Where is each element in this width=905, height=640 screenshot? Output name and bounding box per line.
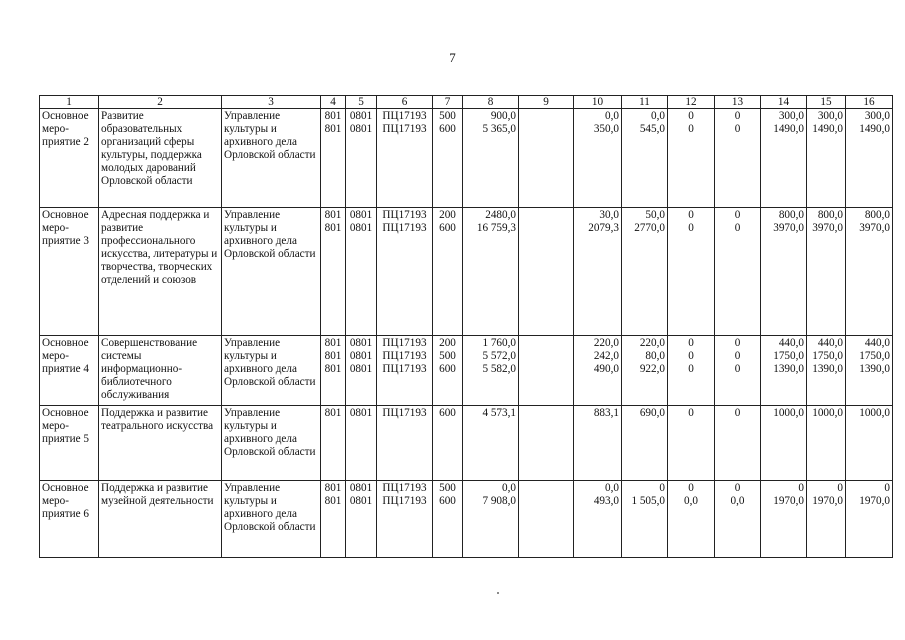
table-cell-col-10 bbox=[574, 336, 622, 406]
cell-value: 0,0 bbox=[730, 495, 745, 507]
cell-value: 200 bbox=[439, 209, 456, 221]
cell-value: 1390,0 bbox=[773, 363, 804, 375]
table-cell-col-11 bbox=[622, 481, 668, 558]
cell-value: 0 bbox=[688, 350, 694, 362]
table-cell-col-14 bbox=[761, 336, 807, 406]
cell-value: 0,0 bbox=[502, 482, 516, 494]
header-cell: 2 bbox=[99, 96, 222, 109]
header-cell: 13 bbox=[715, 96, 761, 109]
cell-value: 0 bbox=[734, 222, 741, 234]
cell-value: 2079,3 bbox=[588, 222, 619, 234]
table-cell-col-2: Поддержка и развитие театрального искусства bbox=[99, 406, 222, 481]
cell-value: 1 505,0 bbox=[631, 495, 665, 507]
table-cell-col-6 bbox=[377, 481, 433, 558]
cell-value: 690,0 bbox=[639, 407, 665, 419]
cell-value: 3970,0 bbox=[773, 222, 804, 234]
table-cell-col-4 bbox=[321, 336, 346, 406]
header-cell: 16 bbox=[846, 96, 893, 109]
table-cell-col-14 bbox=[761, 481, 807, 558]
cell-value: 801 bbox=[324, 495, 342, 507]
cell-value: 500 bbox=[439, 482, 456, 494]
table-cell-col-6 bbox=[377, 109, 433, 208]
table-cell-col-15 bbox=[807, 109, 846, 208]
cell-value: 80,0 bbox=[645, 350, 665, 362]
cell-value: 490,0 bbox=[593, 363, 619, 375]
cell-value: 0 bbox=[734, 350, 741, 362]
cell-value: 600 bbox=[439, 123, 456, 135]
cell-value: ПЦ17193 bbox=[382, 222, 427, 234]
table-cell-col-3: Управление культуры и архивного дела Орловской области bbox=[222, 336, 321, 406]
table-cell-col-7 bbox=[433, 109, 463, 208]
table-cell-col-6 bbox=[377, 406, 433, 481]
cell-value: 1390,0 bbox=[812, 363, 843, 375]
page-number: 7 bbox=[449, 50, 456, 65]
table-cell-col-16 bbox=[846, 406, 893, 481]
cell-value: 0 bbox=[734, 407, 741, 419]
header-cell: 8 bbox=[463, 96, 519, 109]
cell-value: 801 bbox=[324, 482, 342, 494]
cell-value: 4 573,1 bbox=[482, 407, 516, 419]
cell-value: 0 bbox=[688, 363, 694, 375]
cell-value: 1490,0 bbox=[812, 123, 843, 135]
cell-value: 0801 bbox=[349, 482, 373, 494]
header-cell: 15 bbox=[807, 96, 846, 109]
cell-value: 493,0 bbox=[593, 495, 619, 507]
cell-value: 545,0 bbox=[639, 123, 665, 135]
cell-value: 1 760,0 bbox=[482, 337, 516, 349]
table-cell-col-9 bbox=[519, 109, 574, 208]
cell-value: ПЦ17193 bbox=[382, 363, 427, 375]
table-row bbox=[40, 336, 893, 406]
cell-value: 801 bbox=[324, 222, 342, 234]
cell-value: 242,0 bbox=[593, 350, 619, 362]
cell-value: 0 bbox=[734, 110, 741, 122]
cell-value: 0801 bbox=[349, 123, 373, 135]
table-body bbox=[40, 109, 893, 558]
cell-value: 5 572,0 bbox=[482, 350, 516, 362]
header-cell: 9 bbox=[519, 96, 574, 109]
table-cell-col-14 bbox=[761, 406, 807, 481]
table-cell-col-15 bbox=[807, 336, 846, 406]
cell-value: 2770,0 bbox=[634, 222, 665, 234]
cell-value: 0 bbox=[688, 482, 694, 494]
cell-value: ПЦ17193 bbox=[382, 337, 427, 349]
cell-value: ПЦ17193 bbox=[382, 407, 427, 419]
cell-value: 1970,0 bbox=[812, 495, 843, 507]
cell-value: 0 bbox=[837, 482, 843, 494]
header-cell: 11 bbox=[622, 96, 668, 109]
header-row bbox=[40, 96, 893, 109]
cell-value: 0 bbox=[688, 222, 694, 234]
budget-table bbox=[39, 95, 893, 558]
table-cell-col-11 bbox=[622, 336, 668, 406]
cell-value: 220,0 bbox=[593, 337, 619, 349]
cell-value: 801 bbox=[324, 363, 342, 375]
table-cell-col-13 bbox=[715, 109, 761, 208]
cell-value: 1750,0 bbox=[773, 350, 804, 362]
cell-value: 900,0 bbox=[490, 110, 516, 122]
header-cell: 12 bbox=[668, 96, 715, 109]
table-cell-col-10 bbox=[574, 109, 622, 208]
table-cell-col-12 bbox=[668, 208, 715, 336]
header-cell: 4 bbox=[321, 96, 346, 109]
cell-value: 0,0 bbox=[651, 110, 665, 122]
cell-value: 1750,0 bbox=[812, 350, 843, 362]
header-cell: 14 bbox=[761, 96, 807, 109]
table-cell-col-13 bbox=[715, 406, 761, 481]
table-cell-col-11 bbox=[622, 406, 668, 481]
cell-value: 350,0 bbox=[593, 123, 619, 135]
table-cell-col-4 bbox=[321, 481, 346, 558]
header-cell: 1 bbox=[40, 96, 99, 109]
table-row bbox=[40, 406, 893, 481]
table-cell-col-10 bbox=[574, 481, 622, 558]
cell-value: 0801 bbox=[349, 495, 373, 507]
cell-value: 600 bbox=[439, 363, 456, 375]
cell-value: 0 bbox=[798, 482, 804, 494]
cell-value: 1000,0 bbox=[812, 407, 843, 419]
cell-value: 801 bbox=[324, 110, 342, 122]
cell-value: 0801 bbox=[349, 350, 373, 362]
cell-value: 300,0 bbox=[817, 110, 843, 122]
table-cell-col-4 bbox=[321, 208, 346, 336]
table-cell-col-9 bbox=[519, 406, 574, 481]
cell-value: 1490,0 bbox=[773, 123, 804, 135]
table-cell-col-16 bbox=[846, 336, 893, 406]
table-cell-col-13 bbox=[715, 481, 761, 558]
table-cell-col-2: Совершенствование системы информационно-библиотечного обслуживания bbox=[99, 336, 222, 406]
table-cell-col-1: Основное меро-приятие 4 bbox=[40, 336, 99, 406]
cell-value: 801 bbox=[324, 350, 342, 362]
table-cell-col-5 bbox=[346, 336, 377, 406]
table-cell-col-8 bbox=[463, 406, 519, 481]
table-cell-col-6 bbox=[377, 208, 433, 336]
cell-value: 0801 bbox=[349, 337, 373, 349]
table-cell-col-3: Управление культуры и архивного дела Орловской области bbox=[222, 109, 321, 208]
table-cell-col-16 bbox=[846, 481, 893, 558]
cell-value: 7 908,0 bbox=[482, 495, 516, 507]
cell-value: 0,0 bbox=[684, 495, 698, 507]
cell-value: 0,0 bbox=[605, 110, 619, 122]
table-cell-col-6 bbox=[377, 336, 433, 406]
cell-value: ПЦ17193 bbox=[382, 482, 427, 494]
cell-value: 50,0 bbox=[645, 209, 665, 221]
cell-value: 600 bbox=[439, 407, 456, 419]
table-cell-col-5 bbox=[346, 481, 377, 558]
cell-value: 0 bbox=[734, 482, 741, 494]
header-cell: 5 bbox=[346, 96, 377, 109]
cell-value: 1490,0 bbox=[859, 123, 890, 135]
table-cell-col-12 bbox=[668, 406, 715, 481]
table-cell-col-10 bbox=[574, 406, 622, 481]
cell-value: 2480,0 bbox=[485, 209, 516, 221]
cell-value: 600 bbox=[439, 222, 456, 234]
table-cell-col-8 bbox=[463, 109, 519, 208]
table-cell-col-13 bbox=[715, 208, 761, 336]
cell-value: 5 365,0 bbox=[482, 123, 516, 135]
cell-value: ПЦ17193 bbox=[382, 209, 427, 221]
cell-value: 3970,0 bbox=[812, 222, 843, 234]
cell-value: 0 bbox=[734, 209, 741, 221]
table-cell-col-13 bbox=[715, 336, 761, 406]
table-cell-col-5 bbox=[346, 208, 377, 336]
table-cell-col-1: Основное меро-приятие 6 bbox=[40, 481, 99, 558]
table-cell-col-9 bbox=[519, 481, 574, 558]
cell-value: 800,0 bbox=[778, 209, 804, 221]
cell-value: 600 bbox=[439, 495, 456, 507]
cell-value: 0801 bbox=[349, 222, 373, 234]
cell-value: 440,0 bbox=[864, 337, 890, 349]
table-cell-col-7 bbox=[433, 208, 463, 336]
table-cell-col-15 bbox=[807, 481, 846, 558]
cell-value: 1970,0 bbox=[859, 495, 890, 507]
table-cell-col-9 bbox=[519, 336, 574, 406]
cell-value: 0 bbox=[688, 407, 694, 419]
header-cell: 10 bbox=[574, 96, 622, 109]
table-cell-col-1: Основное меро-приятие 3 bbox=[40, 208, 99, 336]
cell-value: 801 bbox=[324, 209, 342, 221]
cell-value: 0 bbox=[688, 337, 694, 349]
cell-value: ПЦ17193 bbox=[382, 495, 427, 507]
cell-value: 1750,0 bbox=[859, 350, 890, 362]
table-cell-col-8 bbox=[463, 208, 519, 336]
table-cell-col-8 bbox=[463, 481, 519, 558]
cell-value: 1390,0 bbox=[859, 363, 890, 375]
table-cell-col-16 bbox=[846, 109, 893, 208]
table-cell-col-3: Управление культуры и архивного дела Орловской области bbox=[222, 481, 321, 558]
cell-value: 0 bbox=[688, 123, 694, 135]
cell-value: 0 bbox=[884, 482, 890, 494]
cell-value: 0 bbox=[688, 110, 694, 122]
cell-value: 440,0 bbox=[778, 337, 804, 349]
table-cell-col-15 bbox=[807, 208, 846, 336]
table-cell-col-2: Адресная поддержка и развитие профессионального искусства, литературы и творчества, творческих отделений и союзов bbox=[99, 208, 222, 336]
cell-value: 1970,0 bbox=[773, 495, 804, 507]
cell-value: 0 bbox=[688, 209, 694, 221]
cell-value: 801 bbox=[324, 337, 342, 349]
cell-value: ПЦ17193 bbox=[382, 123, 427, 135]
cell-value: 0801 bbox=[349, 209, 373, 221]
cell-value: 801 bbox=[324, 407, 342, 419]
table-cell-col-14 bbox=[761, 208, 807, 336]
cell-value: 0 bbox=[734, 337, 741, 349]
table-cell-col-7 bbox=[433, 481, 463, 558]
table-cell-col-7 bbox=[433, 336, 463, 406]
table-cell-col-14 bbox=[761, 109, 807, 208]
table-cell-col-15 bbox=[807, 406, 846, 481]
table-cell-col-9 bbox=[519, 208, 574, 336]
table-cell-col-5 bbox=[346, 406, 377, 481]
table-cell-col-12 bbox=[668, 336, 715, 406]
table-cell-col-1: Основное меро-приятие 5 bbox=[40, 406, 99, 481]
table-cell-col-8 bbox=[463, 336, 519, 406]
cell-value: 0 bbox=[734, 123, 741, 135]
table-cell-col-2: Развитие образовательных организаций сферы культуры, поддержка молодых дарований Орловской области bbox=[99, 109, 222, 208]
table-cell-col-4 bbox=[321, 406, 346, 481]
table-cell-col-16 bbox=[846, 208, 893, 336]
cell-value: 1000,0 bbox=[773, 407, 804, 419]
table-cell-col-12 bbox=[668, 481, 715, 558]
cell-value: ПЦ17193 bbox=[382, 350, 427, 362]
table-cell-col-5 bbox=[346, 109, 377, 208]
cell-value: ПЦ17193 bbox=[382, 110, 427, 122]
cell-value: 16 759,3 bbox=[476, 222, 516, 234]
table-row bbox=[40, 208, 893, 336]
cell-value: 200 bbox=[439, 337, 456, 349]
header-cell: 3 bbox=[222, 96, 321, 109]
cell-value: 300,0 bbox=[778, 110, 804, 122]
table-cell-col-3: Управление культуры и архивного дела Орловской области bbox=[222, 208, 321, 336]
cell-value: 1000,0 bbox=[859, 407, 890, 419]
cell-value: 3970,0 bbox=[859, 222, 890, 234]
cell-value: 30,0 bbox=[599, 209, 619, 221]
table-cell-col-11 bbox=[622, 208, 668, 336]
table-cell-col-12 bbox=[668, 109, 715, 208]
cell-value: 801 bbox=[324, 123, 342, 135]
header-cell: 7 bbox=[433, 96, 463, 109]
table-cell-col-4 bbox=[321, 109, 346, 208]
table-row bbox=[40, 109, 893, 208]
cell-value: 0 bbox=[659, 482, 665, 494]
cell-value: 800,0 bbox=[864, 209, 890, 221]
cell-value: 0801 bbox=[349, 363, 373, 375]
cell-value: 300,0 bbox=[864, 110, 890, 122]
cell-value: 500 bbox=[439, 110, 456, 122]
scan-speck bbox=[497, 592, 499, 594]
cell-value: 0801 bbox=[349, 407, 373, 419]
cell-value: 0,0 bbox=[605, 482, 619, 494]
cell-value: 5 582,0 bbox=[482, 363, 516, 375]
table-cell-col-2: Поддержка и развитие музейной деятельности bbox=[99, 481, 222, 558]
cell-value: 500 bbox=[439, 350, 456, 362]
cell-value: 0801 bbox=[349, 110, 373, 122]
table-cell-col-7 bbox=[433, 406, 463, 481]
header-cell: 6 bbox=[377, 96, 433, 109]
cell-value: 440,0 bbox=[817, 337, 843, 349]
cell-value: 922,0 bbox=[639, 363, 665, 375]
cell-value: 800,0 bbox=[817, 209, 843, 221]
cell-value: 220,0 bbox=[639, 337, 665, 349]
table-cell-col-11 bbox=[622, 109, 668, 208]
table-row bbox=[40, 481, 893, 558]
table-cell-col-1: Основное меро-приятие 2 bbox=[40, 109, 99, 208]
cell-value: 883,1 bbox=[593, 407, 619, 419]
table-cell-col-3: Управление культуры и архивного дела Орловской области bbox=[222, 406, 321, 481]
cell-value: 0 bbox=[734, 363, 741, 375]
table-cell-col-10 bbox=[574, 208, 622, 336]
